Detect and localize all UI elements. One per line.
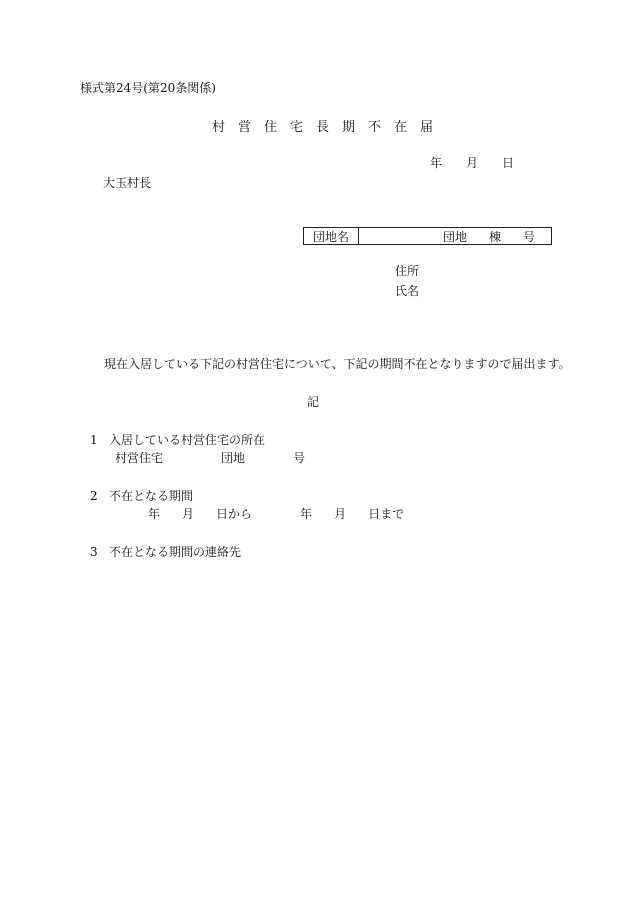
item-1-number: 1 [90,433,98,447]
number-label: 号 [522,229,535,244]
item-3-label: 不在となる期間の連絡先 [109,545,242,559]
danchi-name-label: 団地名 [304,228,359,244]
item-2-number: 2 [90,489,98,503]
ki-heading: 記 [307,395,320,409]
to-month-label: 月 [334,507,347,521]
from-year-label: 年 [148,507,161,521]
to-year-label: 年 [300,507,313,521]
body-text: 現在入居している下記の村営住宅について、下記の期間不在となりますので届出ます。 [104,357,571,371]
document-title: 村営住宅長期不在届 [212,120,447,135]
danchi-label: 団地 [442,229,467,244]
item-2-detail [148,508,404,520]
item-1-number-label: 号 [293,451,306,465]
danchi-box [303,227,552,245]
building-label: 棟 [488,229,501,244]
housing-label: 村営住宅 [115,451,164,465]
date-year-label: 年 [430,156,443,170]
applicant-name-label: 氏名 [395,284,420,298]
to-day-label: 日まで [368,507,405,521]
item-1-label: 入居している村営住宅の所在 [109,433,266,447]
date-line [430,157,514,169]
item-2-label: 不在となる期間 [109,489,194,503]
form-number: 様式第24号(第20条関係) [80,81,216,95]
item-1-detail [115,452,305,464]
from-day-label: 日から [216,507,253,521]
date-day-label: 日 [502,156,515,170]
applicant-address-label: 住所 [395,264,420,278]
danchi-name-field[interactable] [359,228,551,244]
from-month-label: 月 [182,507,195,521]
addressee: 大玉村長 [103,176,152,190]
item-1-danchi-label: 団地 [221,451,246,465]
item-3-number: 3 [90,545,98,559]
date-month-label: 月 [466,156,479,170]
